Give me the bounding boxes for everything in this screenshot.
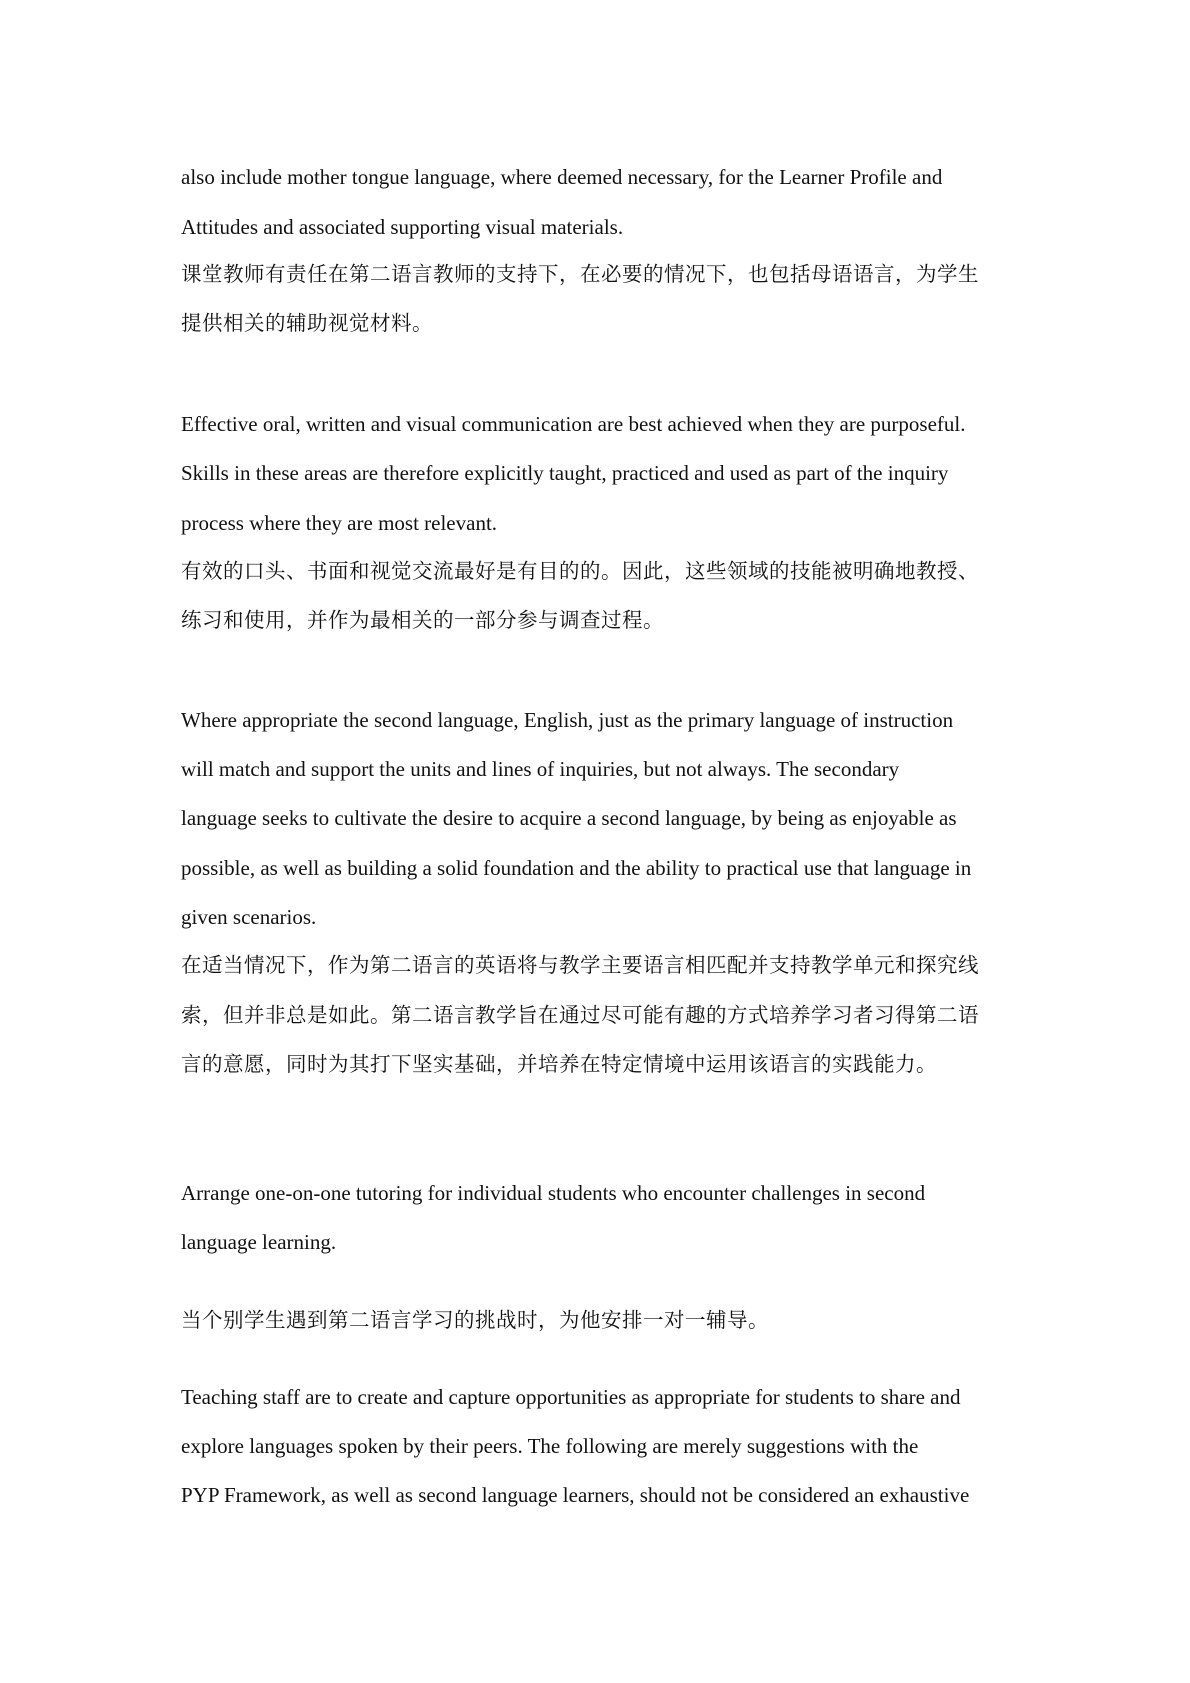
paragraph-line: language learning. xyxy=(181,1230,337,1254)
paragraph-line: 索，但并非总是如此。第二语言教学旨在通过尽可能有趣的方式培养学习者习得第二语 xyxy=(181,1003,979,1027)
paragraph-line: will match and support the units and lines of inquiries, but not always. The secondary xyxy=(181,757,900,781)
paragraph-line: PYP Framework, as well as second language learners, should not be considered an exhaustive xyxy=(181,1483,970,1507)
paragraph-line: Attitudes and associated supporting visual materials. xyxy=(181,215,624,239)
paragraph-line: Skills in these areas are therefore explicitly taught, practiced and used as part of the inquiry xyxy=(181,461,949,485)
paragraph-line: process where they are most relevant. xyxy=(181,511,498,535)
paragraph-line: Effective oral, written and visual communication are best achieved when they are purposeful. xyxy=(181,412,966,436)
paragraph-line: 有效的口头、书面和视觉交流最好是有目的的。因此，这些领域的技能被明确地教授、 xyxy=(181,559,979,583)
paragraph-line: 练习和使用，并作为最相关的一部分参与调查过程。 xyxy=(181,608,664,632)
paragraph-line: language seeks to cultivate the desire to acquire a second language, by being as enjoyable as xyxy=(181,806,957,830)
paragraph-line: 课堂教师有责任在第二语言教师的支持下，在必要的情况下，也包括母语语言，为学生 xyxy=(181,262,979,286)
paragraph-line: 当个别学生遇到第二语言学习的挑战时，为他安排一对一辅导。 xyxy=(181,1308,769,1332)
paragraph-line: 言的意愿，同时为其打下坚实基础，并培养在特定情境中运用该语言的实践能力。 xyxy=(181,1052,937,1076)
paragraph-line: given scenarios. xyxy=(181,905,317,929)
paragraph-line: possible, as well as building a solid foundation and the ability to practical use that language in xyxy=(181,856,972,880)
paragraph-line: also include mother tongue language, where deemed necessary, for the Learner Profile and xyxy=(181,165,943,189)
paragraph-line: Teaching staff are to create and capture opportunities as appropriate for students to share and xyxy=(181,1385,961,1409)
paragraph-line: 提供相关的辅助视觉材料。 xyxy=(181,311,433,335)
paragraph-line: Where appropriate the second language, English, just as the primary language of instruction xyxy=(181,708,954,732)
paragraph-line: Arrange one-on-one tutoring for individual students who encounter challenges in second xyxy=(181,1181,926,1205)
paragraph-line: explore languages spoken by their peers. The following are merely suggestions with the xyxy=(181,1434,919,1458)
paragraph-line: 在适当情况下，作为第二语言的英语将与教学主要语言相匹配并支持教学单元和探究线 xyxy=(181,953,979,977)
